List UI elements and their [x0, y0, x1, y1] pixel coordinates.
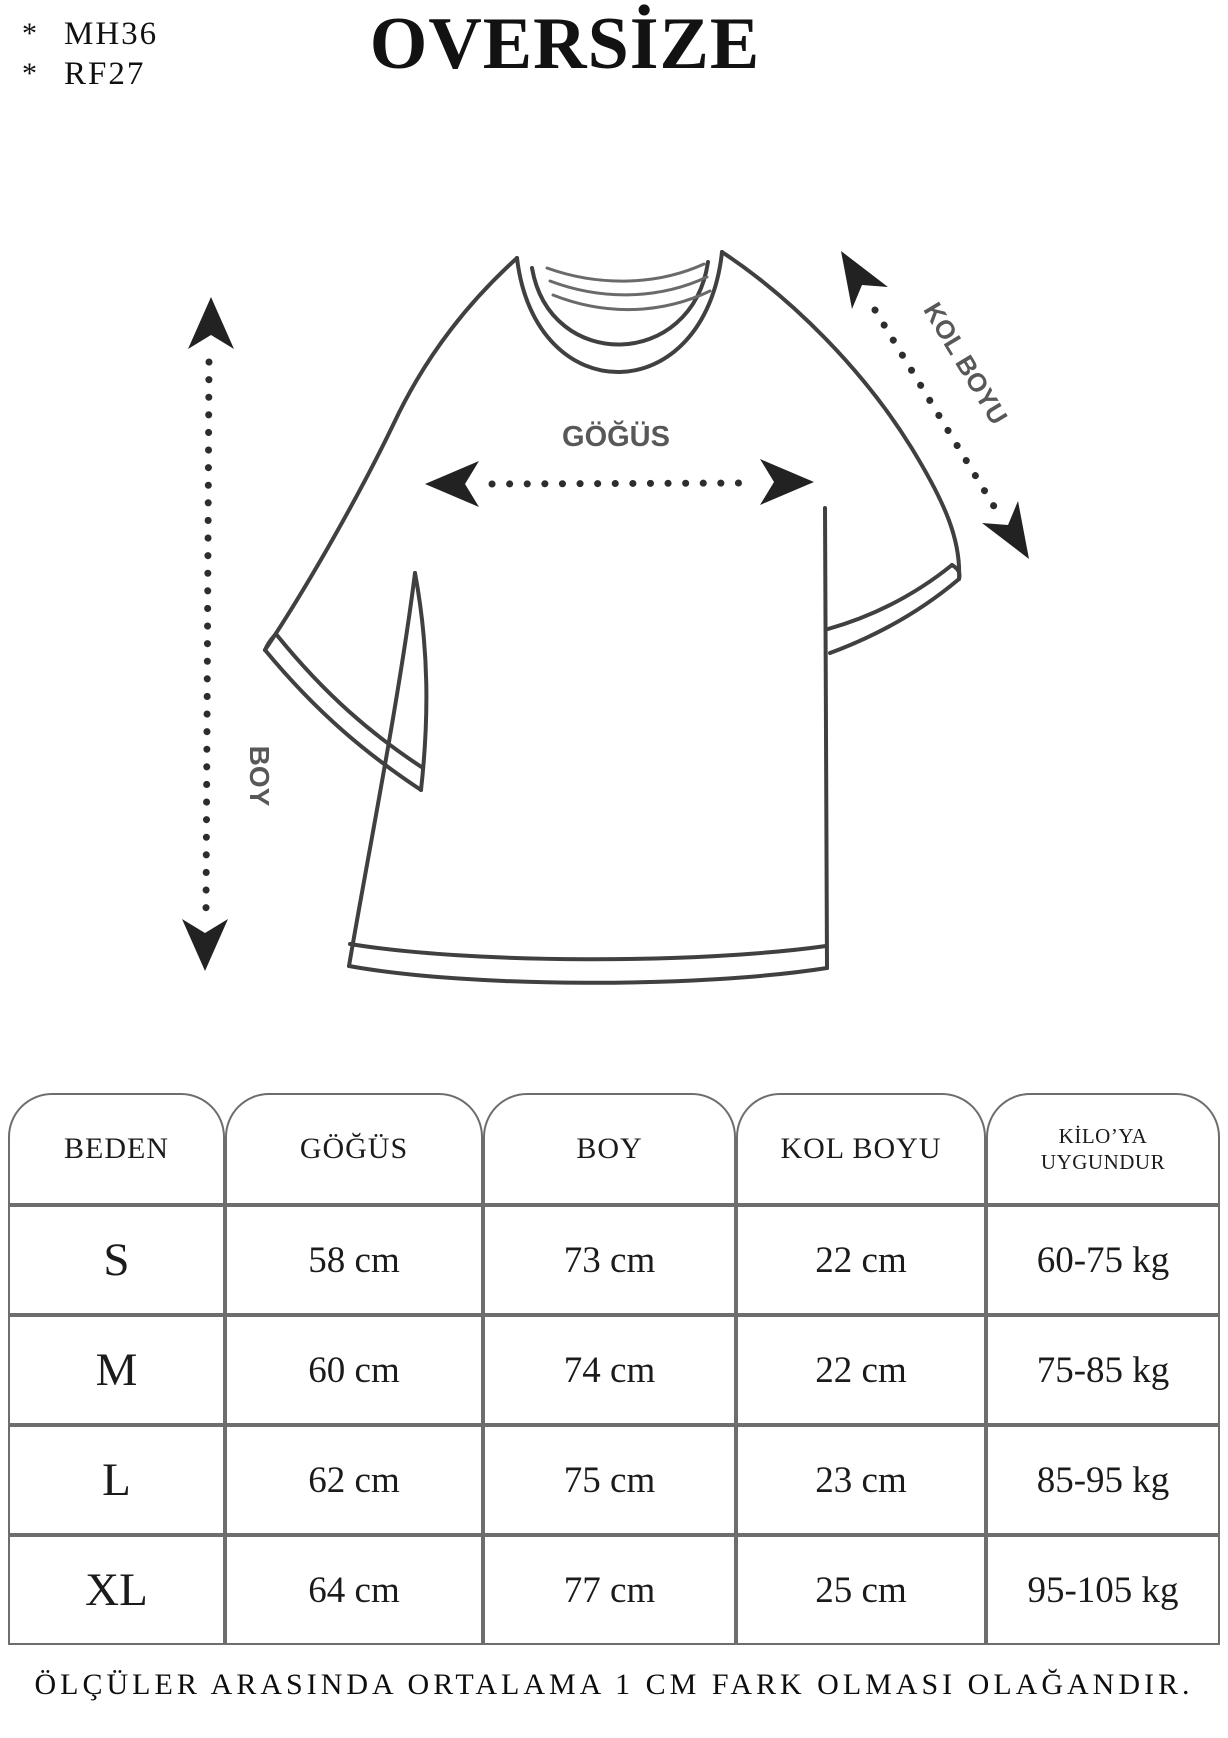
right-cuff-outer-line [830, 579, 959, 653]
asterisk-bullet: * [22, 17, 39, 50]
weight-value: 75-85 kg [986, 1315, 1220, 1425]
length-label: BOY [244, 745, 275, 807]
hem-bottom-line [349, 966, 827, 983]
header-size: BEDEN [8, 1093, 225, 1205]
left-sleeve-outer-line [265, 258, 517, 650]
page-title: OVERSİZE [369, 3, 761, 85]
chest-arrow [425, 419, 814, 507]
chest-value: 62 cm [225, 1425, 483, 1535]
length-value: 75 cm [483, 1425, 736, 1535]
chest-value: 64 cm [225, 1535, 483, 1645]
size-value: M [8, 1315, 225, 1425]
sleeve-value: 22 cm [736, 1315, 986, 1425]
size-table [8, 1093, 1220, 1645]
size-value: L [8, 1425, 225, 1535]
sleeve-value: 25 cm [736, 1535, 986, 1645]
product-code-value: RF27 [64, 56, 146, 92]
left-cuff-endcap [265, 634, 276, 650]
table-row-m [8, 1315, 1220, 1425]
length-arrow [182, 297, 275, 971]
header-weight-line2: UYGUNDUR [1040, 1150, 1166, 1174]
collar-back-lines [547, 264, 710, 310]
sleeve-arrow [841, 251, 1029, 559]
arrowhead-up-icon [188, 297, 234, 349]
right-body-side-line [825, 508, 827, 968]
weight-value: 60-75 kg [986, 1205, 1220, 1315]
size-table-header-row [8, 1093, 1220, 1205]
table-row-xl [8, 1535, 1220, 1645]
sleeve-label: KOL BOYU [917, 297, 1014, 430]
length-value: 73 cm [483, 1205, 736, 1315]
arrowhead-down-right-icon [982, 501, 1029, 559]
chest-label: GÖĞÜS [562, 421, 670, 453]
table-row-s [8, 1205, 1220, 1315]
sleeve-value: 22 cm [736, 1205, 986, 1315]
chest-value: 60 cm [225, 1315, 483, 1425]
arrowhead-up-left-icon [841, 251, 888, 309]
arrowhead-left-icon [425, 461, 479, 507]
length-value: 74 cm [483, 1315, 736, 1425]
arrowhead-right-icon [760, 459, 814, 505]
weight-value: 85-95 kg [986, 1425, 1220, 1535]
left-sleeve-seam-line [415, 573, 426, 790]
right-sleeve-outer-line [722, 252, 959, 579]
weight-value: 95-105 kg [986, 1535, 1220, 1645]
header-length: BOY [483, 1093, 736, 1205]
header-sleeve: KOL BOYU [736, 1093, 986, 1205]
left-cuff-outer-line [265, 650, 421, 790]
left-cuff-inner-line [276, 634, 423, 768]
arrowhead-down-icon [182, 919, 228, 971]
tolerance-note: ÖLÇÜLER ARASINDA ORTALAMA 1 CM FARK OLMASI OLAĞANDIR. [34, 1668, 1194, 1701]
hem-band-line [350, 944, 826, 959]
asterisk-bullet: * [22, 57, 39, 90]
size-value: XL [8, 1535, 225, 1645]
left-body-side-line [349, 573, 415, 966]
header-weight-line1: KİLO’YA [1058, 1123, 1148, 1148]
table-row-l [8, 1425, 1220, 1535]
tshirt-line-art [265, 252, 960, 983]
size-value: S [8, 1205, 225, 1315]
length-value: 77 cm [483, 1535, 736, 1645]
product-code-value: MH36 [64, 16, 159, 52]
sleeve-value: 23 cm [736, 1425, 986, 1535]
header-weight [986, 1093, 1220, 1205]
chest-value: 58 cm [225, 1205, 483, 1315]
header-chest: GÖĞÜS [225, 1093, 483, 1205]
